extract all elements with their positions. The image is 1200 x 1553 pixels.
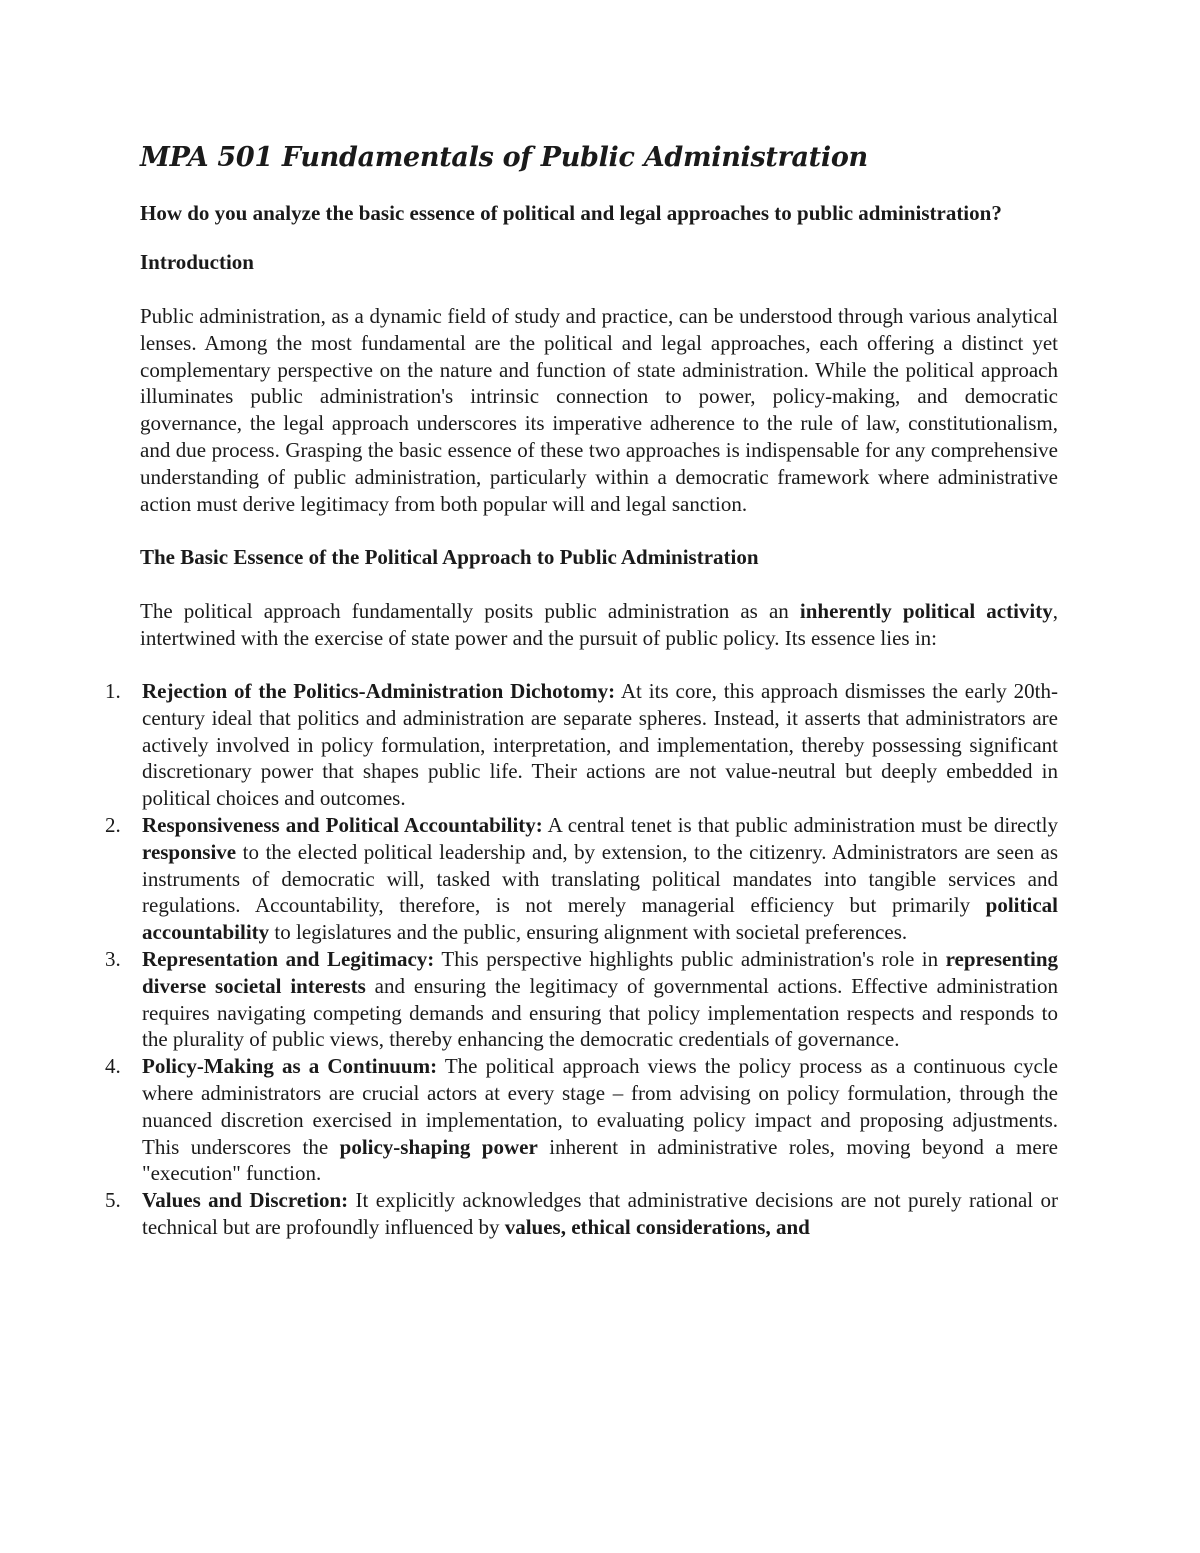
list-item-bold-term: responsive: [142, 839, 237, 864]
list-item-text: A central tenet is that public administration must be directly: [542, 812, 1058, 837]
list-item-bold-term: political accountability: [142, 893, 1058, 945]
list-item-text: The political approach views the policy process as a continuous cycle where administrators are crucial actors at every stage – from advising on policy formulation, through the nuanced discretion exercised in implementation, to evaluating policy impact and proposing adjustments. This underscores the: [142, 1054, 1058, 1159]
list-item-bold-term: values, ethical considerations, and: [504, 1214, 810, 1239]
list-item: [105, 812, 1058, 946]
list-item: [105, 678, 1058, 812]
list-item-text: to legislatures and the public, ensuring alignment with societal preferences.: [269, 920, 908, 945]
intro-heading: Introduction: [140, 250, 254, 274]
list-item-number: 1.: [105, 678, 121, 703]
document-title: MPA 501 Fundamentals of Public Administration: [140, 142, 868, 173]
list-item-label: Representation and Legitimacy:: [142, 946, 435, 971]
list-item-label: Values and Discretion:: [142, 1188, 349, 1213]
list-item-number: 5.: [105, 1188, 121, 1213]
lead-bold-term: inherently political activity: [799, 599, 1053, 624]
list-item-label: Policy-Making as a Continuum:: [142, 1054, 438, 1079]
political-approach-heading: The Basic Essence of the Political Approach to Public Administration: [140, 545, 759, 570]
list-item-text: This perspective highlights public administration's role in: [434, 946, 946, 971]
list-item-text: It explicitly acknowledges that administrative decisions are not purely rational or technical but are profoundly influenced by: [142, 1188, 1058, 1239]
list-item-text: inherent in administrative roles, moving beyond a mere "execution" function.: [142, 1134, 1059, 1186]
list-item: [105, 946, 1058, 1053]
list-item-text: to the elected political leadership and, by extension, to the citizenry. Administrators are seen as instruments of democratic will, tasked with translating political mandates into tangible services and regulations. Accountability, therefore, is not merely managerial efficiency but primarily: [142, 839, 1058, 918]
document-page: [105, 138, 1059, 1241]
list-item: [105, 1187, 1058, 1241]
list-item-text: At its core, this approach dismisses the early 20th-century ideal that politics and administration are separate spheres. Instead, it asserts that administrators are actively involved in policy formulation, interpretation, and implementation, thereby possessing significant discretionary power that shapes public life. Their actions are not value-neutral but deeply embedded in political choices and outcomes.: [142, 678, 1058, 811]
political-approach-lead: [140, 598, 1058, 652]
political-approach-list: [105, 678, 1059, 1241]
list-item-label: Responsiveness and Political Accountability:: [142, 812, 543, 837]
lead-text-after: , intertwined with the exercise of state power and the pursuit of public policy. Its essence lies in:: [140, 599, 1059, 651]
list-item-bold-term: policy-shaping power: [339, 1134, 538, 1159]
intro-paragraph: Public administration, as a dynamic field of study and practice, can be understood through various analytical lenses. Among the most fundamental are the political and legal approaches, each offering a distinct yet complementary perspective on the nature and function of state administration. While the political approach illuminates public administration's intrinsic connection to power, policy-making, and democratic governance, the legal approach underscores its imperative adherence to the rule of law, constitutionalism, and due process. Grasping the basic essence of these two approaches is indispensable for any comprehensive understanding of public administration, particularly within a democratic framework where administrative action must derive legitimacy from both popular will and legal sanction.: [140, 304, 1058, 516]
list-item-number: 4.: [105, 1054, 121, 1079]
list-item-label: Rejection of the Politics-Administration Dichotomy:: [142, 678, 616, 703]
essay-question: How do you analyze the basic essence of political and legal approaches to public administration?: [140, 201, 1002, 225]
list-item: [105, 1053, 1059, 1187]
list-item-number: 3.: [105, 946, 121, 971]
list-item-bold-term: representing diverse societal interests: [142, 946, 1058, 998]
lead-text-before: The political approach fundamentally posits public administration as an: [140, 599, 800, 624]
list-item-text: and ensuring the legitimacy of governmental actions. Effective administration requires navigating competing demands and ensuring that policy implementation respects and responds to the plurality of public views, thereby enhancing the democratic credentials of governance.: [142, 973, 1058, 1052]
list-item-number: 2.: [105, 812, 121, 837]
